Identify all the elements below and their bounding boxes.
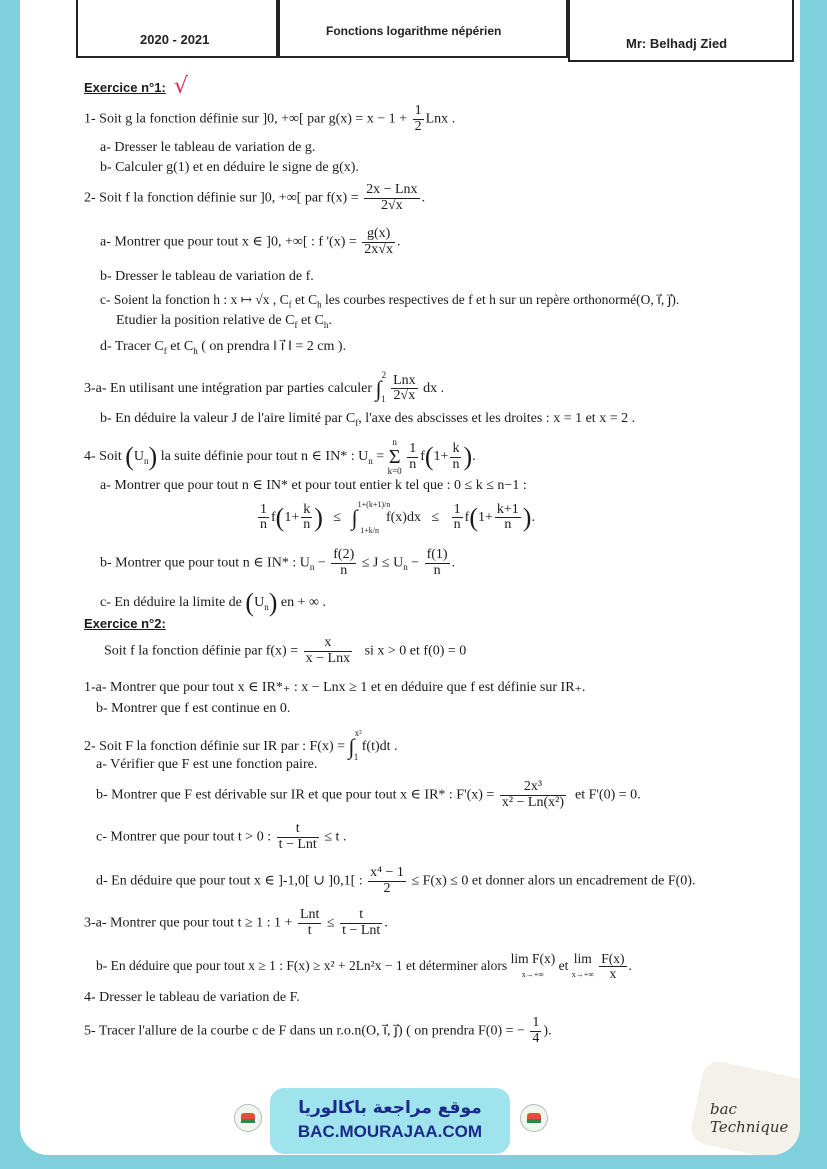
ex2-q3b: b- En déduire que pour tout x ≥ 1 : F(x) ≥ x² + 2Ln²x − 1 et déterminer alors lim F(x) x→+∞ et lim x→+∞ $\frac{F(x)}{x}$ . bbox=[96, 951, 632, 982]
ex2-q4: 4- Dresser le tableau de variation de F. bbox=[84, 990, 300, 1005]
exam-sheet bbox=[20, 0, 800, 1155]
ex1-q2a: a- Montrer que pour tout x ∈ ]0, +∞[ : f '(x) = $\frac{g(x)}{2x√x}$ . bbox=[100, 226, 401, 257]
checkmark-icon: √ bbox=[174, 74, 189, 99]
ex2-q5: 5- Tracer l'allure de la courbe c de F dans un r.o.n(O, i⃗, j⃗) ( on prendra F(0) = − $\frac{1}{4}$ ). bbox=[84, 1015, 552, 1046]
ex2-q2a: a- Vérifier que F est une fonction paire. bbox=[96, 757, 318, 772]
ex1-q4: 4- Soit $(U_n)$ la suite définie pour tout n ∈ IN* : $U_n = n$ Σ k=0 $\frac{1}{n}$ f(1+ $\frac{k}{n}$ ). bbox=[84, 437, 476, 476]
header-author: Mr: Belhadj Zied bbox=[626, 36, 728, 51]
footer-banner[interactable] bbox=[270, 1088, 510, 1154]
footer-arabic-title: موقع مراجعة باكالوريا bbox=[298, 1098, 482, 1118]
site-logo-right-icon bbox=[520, 1104, 548, 1132]
header-author-box bbox=[568, 0, 794, 62]
header-year: 2020 - 2021 bbox=[140, 32, 210, 47]
ex1-q4c: c- En déduire la limite de $(U_n)$ en + ∞ . bbox=[100, 588, 326, 617]
ex1-q2c: c- Soient la fonction h : x ↦ √x , $C_f$ et $C_h$ les courbes respectives de f et h sur un repère orthonormé(O, i⃗, j⃗). bbox=[100, 292, 680, 310]
ex1-q1: 1- Soit g la fonction définie sur ]0, +∞[ par g(x) = x − 1 + $\frac{1}{2}$ Lnx . bbox=[84, 103, 456, 134]
ex1-q4a: a- Montrer que pour tout n ∈ IN* et pour tout entier k tel que : 0 ≤ k ≤ n−1 : bbox=[100, 478, 527, 493]
exercise-1-title: Exercice n°1: bbox=[84, 80, 166, 95]
ex1-q2: 2- Soit f la fonction définie sur ]0, +∞[ par f(x) = $\frac{\text{2x − Lnx}}{2√x}$ . bbox=[84, 182, 426, 213]
ex2-intro: Soit f la fonction définie par f(x) = $\frac{x}{\text{x − Lnx}}$ si x > 0 et f(0) = 0 bbox=[104, 635, 467, 666]
footer-url[interactable]: BAC.MOURAJAA.COM bbox=[297, 1122, 483, 1141]
ex2-q2d: d- En déduire que pour tout x ∈ ]-1,0[ ∪ ]0,1[ : $\frac{\text{x⁴ − 1}}{2}$ ≤ F(x) ≤ 0 et donner alors un encadrement de F(0). bbox=[96, 865, 696, 896]
header-title-box bbox=[278, 0, 568, 58]
exercise-2-title: Exercice n°2: bbox=[84, 616, 166, 631]
ex2-q2: 2- Soit F la fonction définie sur IR par : F(x) = ∫$^{x^2}_1$ f(t)dt . bbox=[84, 728, 398, 762]
ex2-q2b: b- Montrer que F est dérivable sur IR et que pour tout x ∈ IR* : F'(x) = $\frac{\text{2x³}}{\text{x² − Ln(x²)}}$ et F'(0) = 0. bbox=[96, 779, 641, 810]
ex2-q2c: c- Montrer que pour tout t > 0 : $\frac{t}{\text{t − Lnt}}$ ≤ t . bbox=[96, 821, 347, 852]
header-year-box bbox=[76, 0, 278, 58]
ex1-q2c-line2: Etudier la position relative de $C_f$ et $C_h$. bbox=[116, 313, 332, 330]
ex1-q3a: 3-a- En utilisant une intégration par parties calculer ∫$^2_1$ $\frac{\text{Lnx}}{2√x}$ dx . bbox=[84, 370, 445, 404]
ex1-q2b: b- Dresser le tableau de variation de f. bbox=[100, 269, 314, 284]
bac-technique-text: bac Technique bbox=[710, 1100, 789, 1136]
ex2-q3a: 3-a- Montrer que pour tout t ≥ 1 : 1 + $\frac{\text{Lnt}}{t}$ ≤ $\frac{t}{\text{t − Lnt}}$ . bbox=[84, 907, 388, 938]
ex2-q1b: b- Montrer que f est continue en 0. bbox=[96, 701, 291, 716]
ex2-q1a: 1-a- Montrer que pour tout x ∈ IR*₊ : x − Lnx ≥ 1 et en déduire que f est définie sur IR₊. bbox=[84, 680, 586, 695]
ex1-q4a-inequality: $\frac{1}{n}$ f(1+ $\frac{k}{n}$ ) ≤ ∫$^{1+(k+1)/n}_{1+k/n}$ f(x)dx ≤ $\frac{1}{n}$ f(1+ $\frac{k+1}{n}$ ). bbox=[260, 500, 535, 535]
ex1-q2d: d- Tracer $C_f$ et $C_h$ ( on prendra ‖ i⃗ ‖ = 2 cm ). bbox=[100, 339, 347, 356]
ex1-q1b: b- Calculer g(1) et en déduire le signe de g(x). bbox=[100, 160, 359, 175]
ex1-q3b: b- En déduire la valeur J de l'aire limité par $C_f$, l'axe des abscisses et les droites : x = 1 et x = 2 . bbox=[100, 411, 636, 428]
site-logo-left-icon bbox=[234, 1104, 262, 1132]
ex1-q4b: b- Montrer que pour tout n ∈ IN* : $U_n$ − $\frac{f(2)}{n}$ ≤ $J \le U_n$ − $\frac{f(1)}{n}$ . bbox=[100, 547, 456, 578]
ex1-q1a: a- Dresser le tableau de variation de g. bbox=[100, 140, 316, 155]
header-title: Fonctions logarithme népérien bbox=[326, 24, 502, 38]
